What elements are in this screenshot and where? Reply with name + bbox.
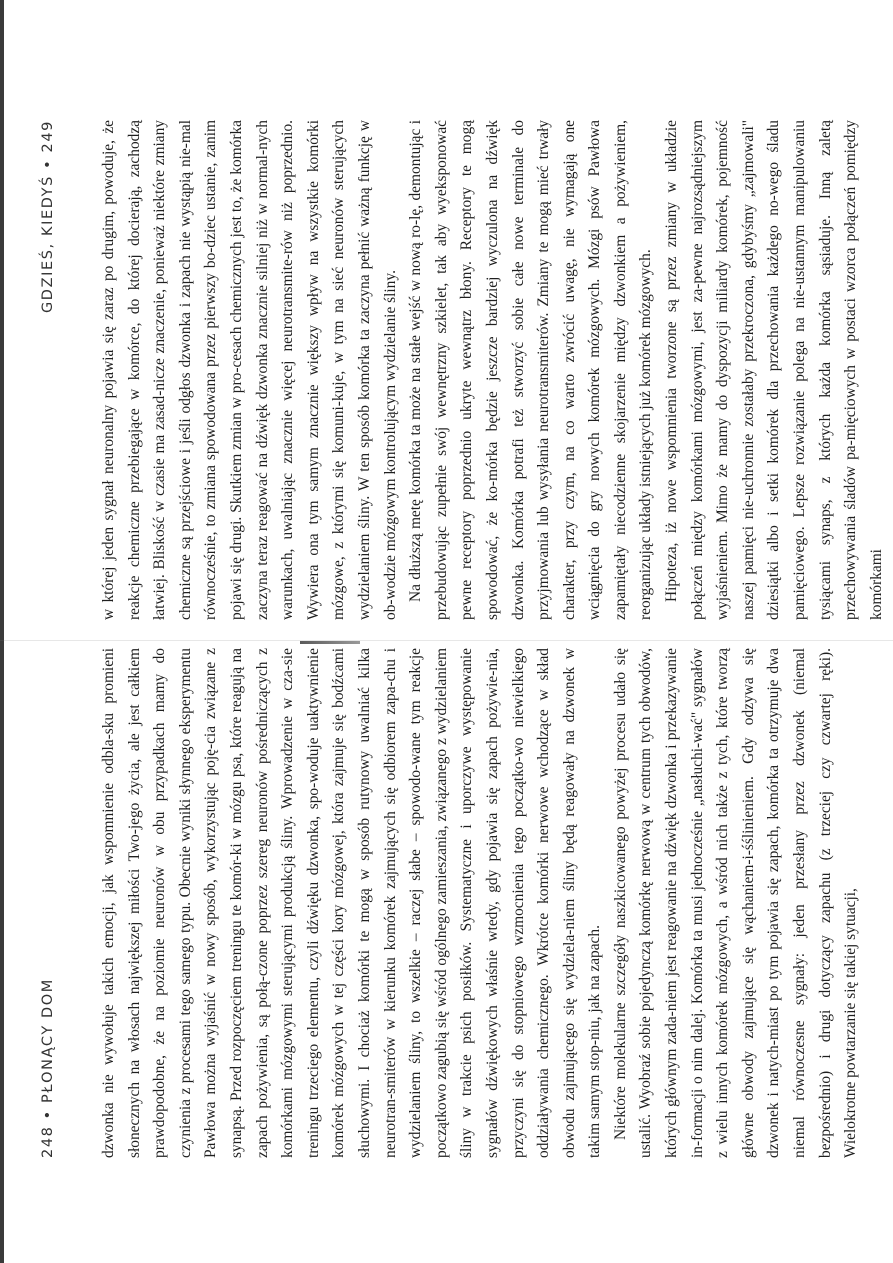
paragraph: Na dłuższą metę komórka ta może na stałe wejść w nową ro-lę, demontując i przebudowując zupełnie swój wewnętrzny szkielet, tak aby wyeksponować pewne receptory poprzednio ukryte wewnątrz błony. Receptory te mogą spowodować, że ko-mórka będzie jeszcze bardziej wyczulona na dźwięk dzwonka. Komórka potrafi też stworzyć sobie całe nowe terminale do przyjmowania lub wysyłania neurotransmiterów. Zmiany te mogą mieć trwały charakter, przy czym, na co warto zwrócić uwagę, nie wymagają one wciągnięcia do gry nowych komórek mózgowych. Mózgi psów Pawłowa zapamiętały niecodzienne skojarzenie między dzwonkiem a pożywieniem, reorganizując układy istniejących już komórek mózgowych. <box>407 120 655 620</box>
left-page <box>0 638 893 1263</box>
left-page-text <box>96 648 864 1158</box>
right-page-text <box>96 120 889 620</box>
paragraph: w której jeden sygnał neuronalny pojawia się zaraz po drugim, powoduje, że reakcje chemiczne przebiegające w komórce, do której docierają, zachodzą łatwiej. Bliskość w czasie ma zasad-nicze znaczenie, ponieważ niektóre zmiany chemiczne są przejściowe i jeśli odgłos dzwonka i zapach nie wystąpią nie-mal równocześnie, to zmiana spowodowana przez pierwszy bo-dziec ustanie, zanim pojawi się drugi. Skutkiem zmian w pro-cesach chemicznych jest to, że komórka zaczyna teraz reagować na dźwięk dzwonka znacznie silniej niż w normal-nych warunkach, uwalniając znacznie więcej neurotransmite-rów niż poprzednio. Wywiera ona tym samym znacznie większy wpływ na wszystkie komórki mózgowe, z którymi się komuni-kuje, w tym na sieć neuronów sterujących wydzielaniem śliny. W ten sposób komórka ta zaczyna pełnić ważną funkcję w ob-wodzie mózgowym kontrolującym wydzielanie śliny. <box>100 120 399 620</box>
paragraph: dzwonka nie wywołuje takich emocji, jak wspomnienie odbla-sku promieni słonecznych na włosach największej miłości Two-jego życia, ale jest całkiem prawdopodobne, że na poziomie neuronów w obu przypadkach mamy do czynienia z procesami tego samego typu. Obecnie wyniki słynnego eksperymentu Pawłowa można wyjaśnić w nowy sposób, wykorzystując poję-cia związane z synapsą. Przed rozpoczęciem treningu te komór-ki w mózgu psa, które reagują na zapach pożywienia, są połą-czone poprzez szereg neuronów pośredniczących z komórkami mózgowymi sterującymi produkcją śliny. Wprowadzenie w cza-sie treningu trzeciego elementu, czyli dźwięku dzwonka, spo-woduje uaktywnienie komórek mózgowych w tej części kory mózgowej, która zajmuje się bodźcami słuchowymi. I chociaż komórki te mogą w sposób rutynowy uwalniać kilka neurotran-smiterów w kierunku komórek zajmujących się odbiorem zapa-chu i wydzielaniem śliny, to wszelkie – raczej słabe – spowodo-wane tym reakcje początkowo zagubią się wśród ogólnego zamieszania, związanego z wydzielaniem śliny w trakcie psich posiłków. Systematyczne i uporczywe występowanie sygnałów dźwiękowych właśnie wtedy, gdy pojawia się zapach pożywie-nia, przyczyni się do stopniowego wzmocnienia tego początko-wo niewielkiego oddziaływania chemicznego. Wkrótce komórki nerwowe wchodzące w skład obwodu zajmującego się wydziela-niem śliny będą reagowały na dzwonek w takim samym stop-niu, jak na zapach. <box>100 648 604 1158</box>
paragraph: Hipoteza, iż nowe wspomnienia tworzone są przez zmiany w układzie połączeń między komórkami mózgowymi, jest za-pewne najrozsądniejszym wyjaśnieniem. Mimo że mamy do dyspozycji miliardy komórek, pojemność naszej pamięci nie-uchronnie zostałaby przekroczona, gdybyśmy „zajmowali" dziesiątki albo i setki komórek dla przechowania każdego no-wego śladu pamięciowego. Lepsze rozwiązanie polega na nie-ustannym manipulowaniu tysiącami synaps, z których każda komórka sąsiaduje. Inną zaletą przechowywania śladów pa-mięciowych w postaci wzorca połączeń pomiędzy komórkami <box>663 120 885 620</box>
right-running-head: GDZIEŚ, KIEDYŚ • 249 <box>40 120 56 314</box>
paragraph: Niektóre molekularne szczegóły naszkicowanego powyżej procesu udało się ustalić. Wyobraź sobie pojedynczą komórkę nerwową w centrum tych obwodów, których głównym zada-niem jest reagowanie na dźwięk dzwonka i przekazywanie in-formacji o nim dalej. Komórka ta musi jednocześnie „nasłuchi-wać" sygnałów z wielu innych komórek mózgowych, a wśród nich także z tych, które tworzą główne obwody zajmujące się wąchaniem-i-śślinieniem. Gdy odzywa się dzwonek i natych-miast po tym pojawia się zapach, komórka ta otrzymuje dwa niemal równoczesne sygnały: jeden przesłany przez dzwonek (niemal bezpośrednio) i drugi dotyczący zapachu (z trzeciej czy czwartej ręki). Wielokrotne powtarzanie się takiej sytuacji, <box>611 648 860 1158</box>
left-running-head: 248 • PŁONĄCY DOM <box>40 978 56 1158</box>
